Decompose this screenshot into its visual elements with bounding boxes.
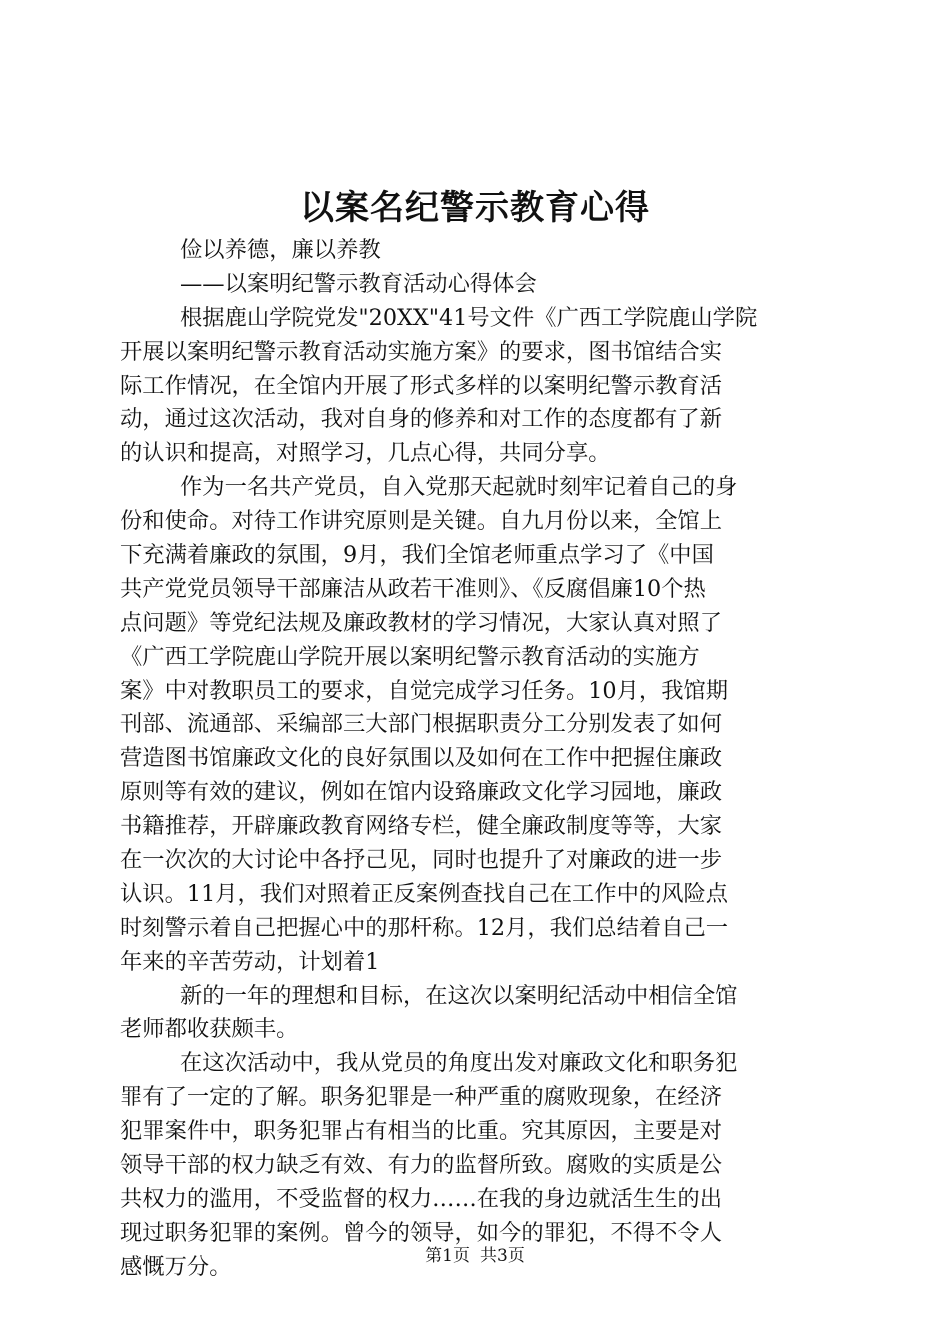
text-line: 点问题》等党纪法规及廉政教材的学习情况，大家认真对照了	[120, 609, 723, 636]
text-line: ——以案明纪警示教育活动心得体会	[180, 270, 537, 297]
text-line: 感慨万分。	[120, 1253, 232, 1280]
text-line: 书籍推荐，开辟廉政教育网络专栏，健全廉政制度等等，大家	[120, 813, 723, 840]
page-number-current: 第1页	[425, 1246, 470, 1266]
text-line: 共权力的滥用，不受监督的权力……在我的身边就活生生的出	[120, 1185, 723, 1212]
text-line: 在这次活动中，我从党员的角度出发对廉政文化和职务犯	[180, 1050, 738, 1077]
text-line: 老师都收获颇丰。	[120, 1016, 299, 1043]
text-line: 认识。11月，我们对照着正反案例查找自己在工作中的风险点	[120, 880, 729, 907]
text-line: 罪有了一定的了解。职务犯罪是一种严重的腐败现象，在经济	[120, 1084, 723, 1111]
text-line: 共产党党员领导干部廉洁从政若干准则》、《反腐倡廉10个热	[120, 575, 706, 602]
text-line: 年来的辛苦劳动，计划着1	[120, 948, 380, 975]
text-line: 领导干部的权力缺乏有效、有力的监督所致。腐败的实质是公	[120, 1152, 723, 1179]
document-body	[120, 234, 832, 1285]
text-line: 俭以养德，廉以养教	[180, 237, 381, 263]
text-line: 犯罪案件中，职务犯罪占有相当的比重。究其原因，主要是对	[120, 1118, 723, 1145]
text-line: 营造图书馆廉政文化的良好氛围以及如何在工作中把握住廉政	[120, 745, 723, 772]
text-line: 根据鹿山学院党发"20XX"41号文件《广西工学院鹿山学院	[180, 304, 758, 331]
text-line: 刊部、流通部、采编部三大部门根据职责分工分别发表了如何	[120, 711, 723, 738]
text-line: 案》中对教职员工的要求，自觉完成学习任务。10月，我馆期	[120, 677, 729, 704]
text-line: 现过职务犯罪的案例。曾今的领导，如今的罪犯，不得不令人	[120, 1219, 723, 1246]
text-line: 动，通过这次活动，我对自身的修养和对工作的态度都有了新	[120, 406, 723, 433]
page-number-total: 共3页	[480, 1246, 525, 1266]
text-line: 原则等有效的建议，例如在馆内设臵廉政文化学习园地，廉政	[120, 779, 723, 806]
text-line: 开展以案明纪警示教育活动实施方案》的要求，图书馆结合实	[120, 338, 723, 365]
text-line: 《广西工学院鹿山学院开展以案明纪警示教育活动的实施方	[120, 643, 700, 670]
text-line: 在一次次的大讨论中各抒己见，同时也提升了对廉政的进一步	[120, 847, 723, 874]
text-line: 下充满着廉政的氛围，9月，我们全馆老师重点学习了《中国	[120, 542, 714, 569]
text-line: 时刻警示着自己把握心中的那杆称。12月，我们总结着自己一	[120, 914, 729, 941]
document-title: 以案名纪警示教育心得	[300, 188, 650, 228]
text-line: 新的一年的理想和目标，在这次以案明纪活动中相信全馆	[180, 982, 738, 1009]
text-line: 的认识和提高，对照学习，几点心得，共同分享。	[120, 440, 611, 467]
text-line: 际工作情况，在全馆内开展了形式多样的以案明纪警示教育活	[120, 372, 723, 399]
text-line: 份和使命。对待工作讲究原则是关键。自九月份以来，全馆上	[120, 508, 723, 535]
text-line: 作为一名共产党员，自入党那天起就时刻牢记着自己的身	[180, 474, 738, 501]
page-footer	[0, 1244, 950, 1268]
